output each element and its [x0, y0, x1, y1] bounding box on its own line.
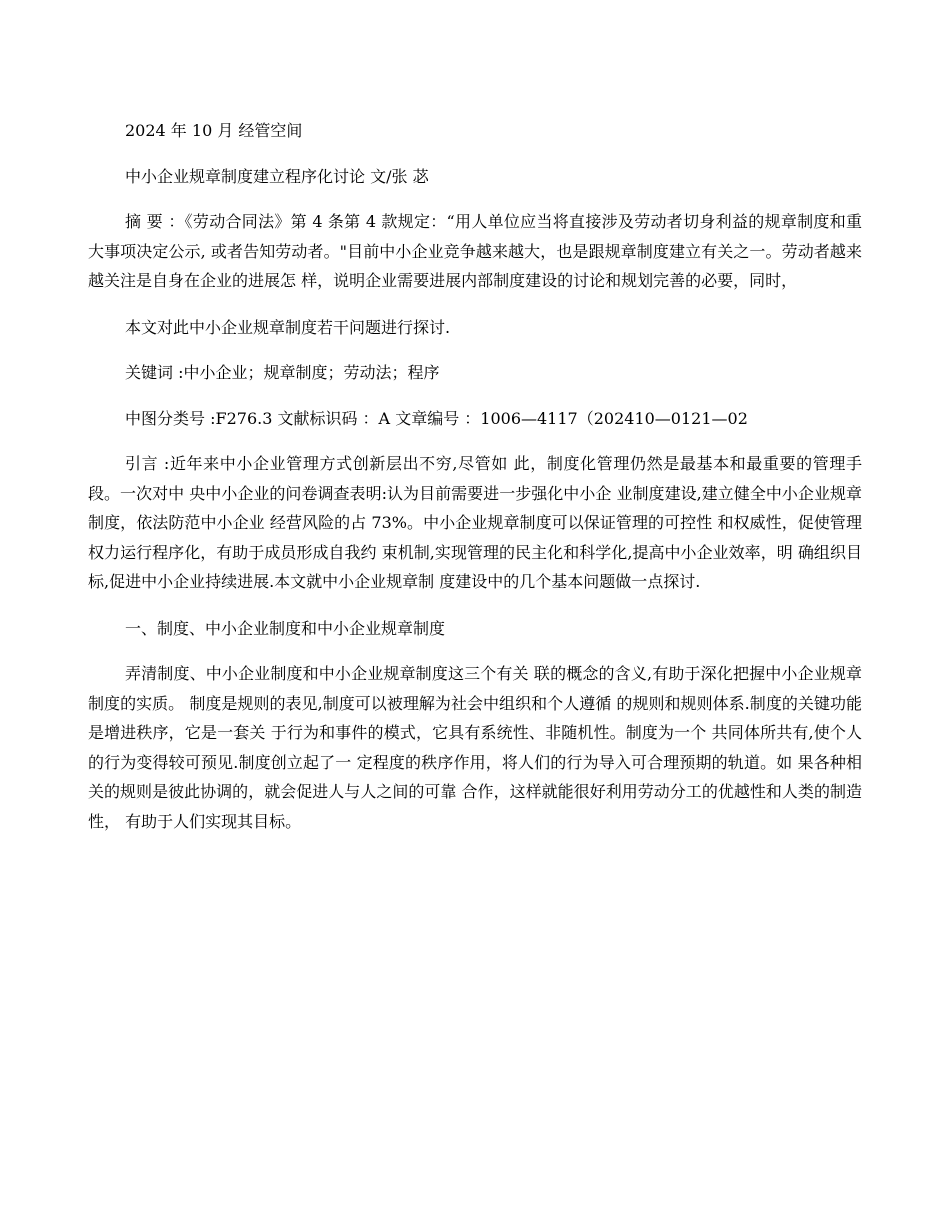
- article-title-line: 中小企业规章制度建立程序化讨论 文/张 苾: [125, 166, 429, 186]
- abstract-paragraph: 摘 要 ：《劳动合同法》第 4 条第 4 款规定：“用人单位应当将直接涉及劳动者切身利益的规章制度和重大事项决定公示, 或者告知劳动者。"目前中小企业竞争越来越大，也是跟规章制度建立有关之一。劳动者越来越关注是自身在企业的进展怎 样，说明企业需要进展内部制度建设的讨论和规划完善的必要，同时，: [88, 212, 862, 290]
- date-line: 2024 年 10 月 经管空间: [125, 121, 303, 140]
- keywords-line: 关键词 :中小企业；规章制度；劳动法；程序: [125, 363, 440, 382]
- classification-line: 中图分类号 :F276.3 文献标识码 ：A 文章编号 ：1006—4117（202410—0121—02: [125, 408, 748, 428]
- intro-paragraph: 引言 :近年来中小企业管理方式创新层出不穷,尽管如 此，制度化管理仍然是最基本和最重要的管理手段。一次对中 央中小企业的问卷调查表明:认为目前需要进一步强化中小企 业制度建设,建立健全中小企业规章制度，依法防范中小企业 经营风险的占 73%。中小企业规章制度可以保证管理的可控性 和权威性，促使管理权力运行程序化，有助于成员形成自我约 束机制,实现管理的民主化和科学化,提高中小企业效率，明 确组织目标,促进中小企业持续进展.本文就中小企业规章制 度建设中的几个基本问题做一点探讨.: [88, 454, 862, 591]
- abstract-continuation: 本文对此中小企业规章制度若干问题进行探讨.: [125, 317, 451, 337]
- section-1-body: 弄清制度、中小企业制度和中小企业规章制度这三个有关 联的概念的含义,有助于深化把握中小企业规章制度的实质。 制度是规则的表见,制度可以被理解为社会中组织和个人遵循 的规则和规则体系.制度的关键功能是增进秩序，它是一套关 于行为和事件的模式，它具有系统性、非随机性。制度为一个 共同体所共有,使个人的行为变得较可预见.制度创立起了一 定程度的秩序作用，将人们的行为导入可合理预期的轨道。如 果各种相关的规则是彼此协调的，就会促进人与人之间的可靠 合作，这样就能很好利用劳动分工的优越性和人类的制造性， 有助于人们实现其目标。: [88, 664, 862, 831]
- section-1-heading: 一、制度、中小企业制度和中小企业规章制度: [125, 618, 446, 638]
